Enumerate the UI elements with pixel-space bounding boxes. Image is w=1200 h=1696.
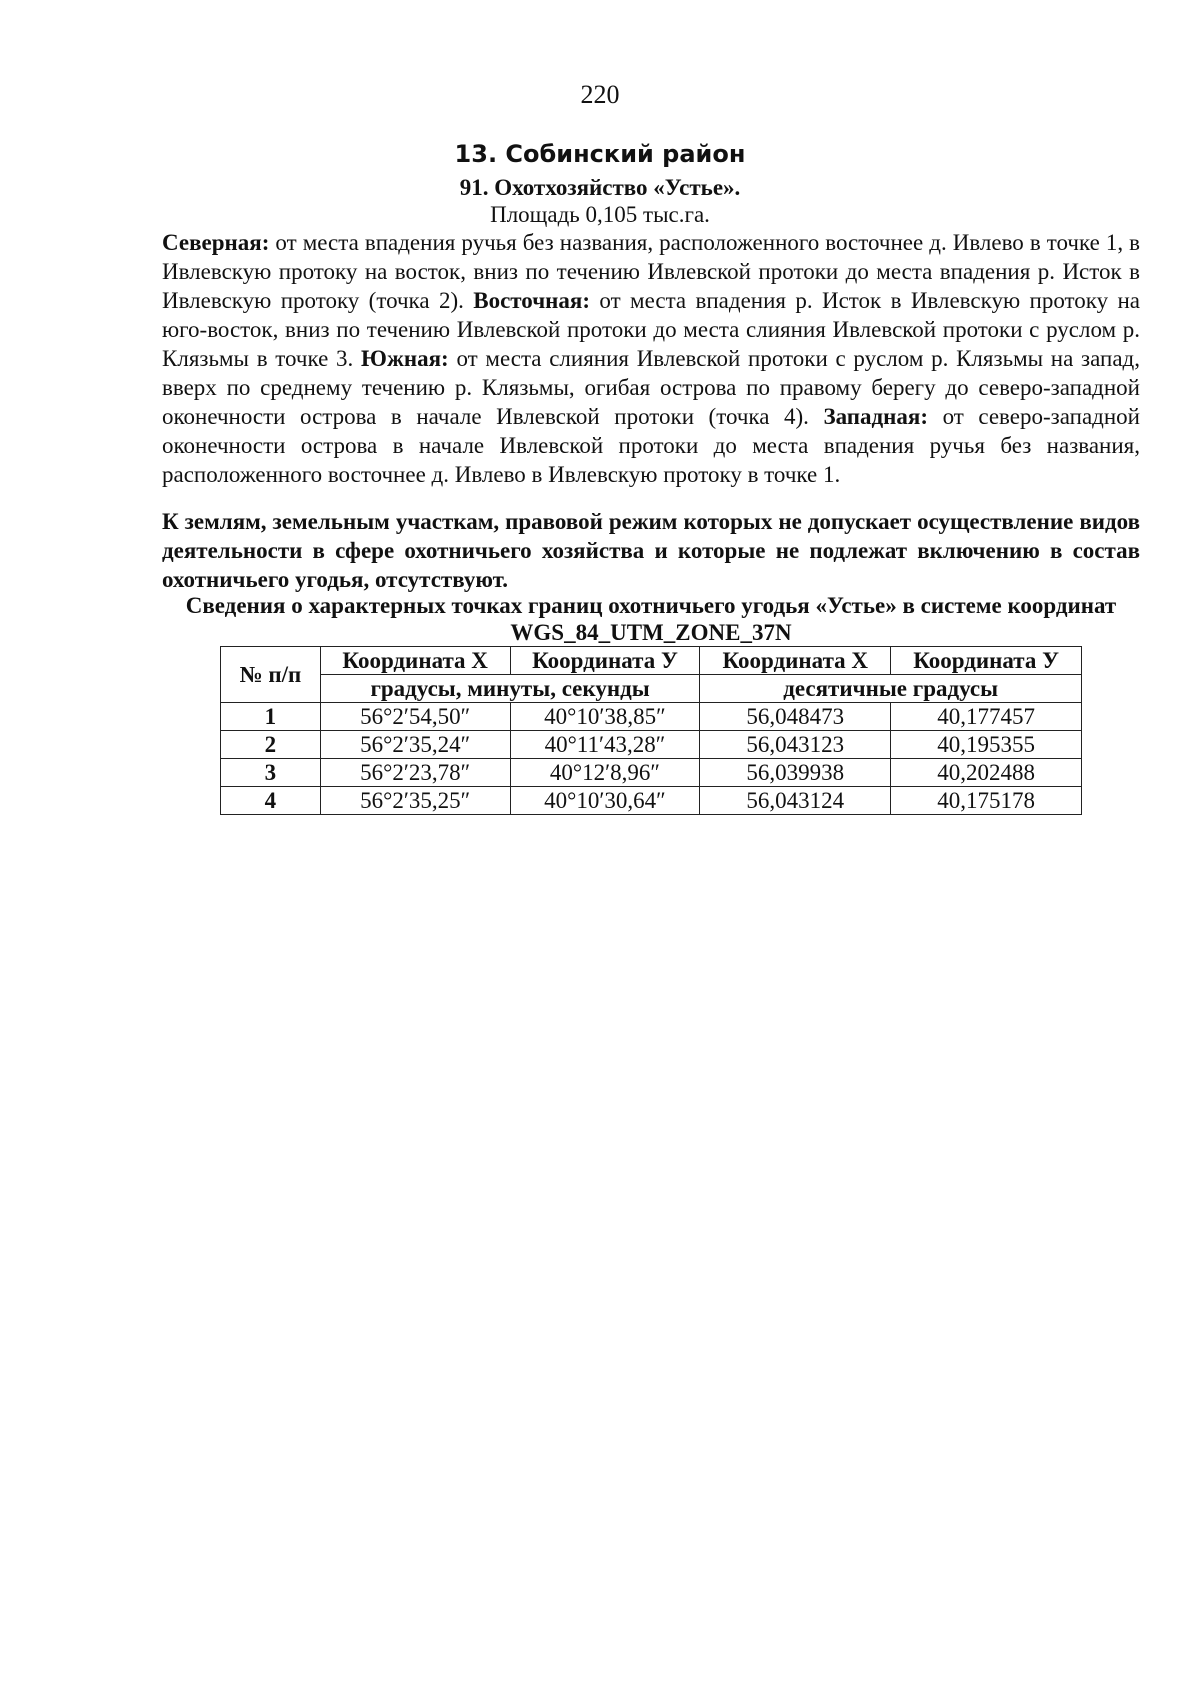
- subheader-decimal: десятичные градусы: [700, 675, 1082, 703]
- cell-x-dec: 56,043124: [700, 787, 891, 815]
- subheader-dms: градусы, минуты, секунды: [320, 675, 700, 703]
- table-subheader-row: [221, 675, 1082, 703]
- header-y-dms: Координата У: [510, 647, 700, 675]
- table-header-row: [221, 647, 1082, 675]
- table-row: [221, 731, 1082, 759]
- table-caption: Сведения о характерных точках границ охотничьего угодья «Устье» в системе координат WGS_84_UTM_ZONE_37N: [185, 593, 1117, 645]
- cell-y-dms: 40°11′43,28″: [510, 731, 700, 759]
- east-boundary-label: Восточная:: [473, 288, 591, 313]
- district-title: 13. Собинский район: [454, 140, 746, 168]
- south-boundary-text: от места слияния Ивлевской протоки с руслом р. Клязьмы на запад, вверх по среднему течению р. Клязьмы, огибая острова по правому берегу до северо-западной оконечности острова в начале Ивлевской протоки (точка 4).: [162, 346, 1140, 429]
- hunting-farm-title: 91. Охотхозяйство «Устье».: [459, 175, 741, 200]
- table-row: [221, 703, 1082, 731]
- header-point-number: № п/п: [221, 647, 321, 703]
- north-boundary-text: от места впадения ручья без названия, расположенного восточнее д. Ивлево в точке 1, в Ивлевскую протоку на восток, вниз по течению Ивлевской протоки до места впадения р. Исток в Ивлевскую протоку (точка 2).: [162, 230, 1140, 313]
- cell-y-dec: 40,195355: [891, 731, 1082, 759]
- cell-y-dec: 40,175178: [891, 787, 1082, 815]
- header-x-dms: Координата X: [320, 647, 510, 675]
- west-boundary-label: Западная:: [823, 404, 929, 429]
- table-row: [221, 787, 1082, 815]
- cell-y-dec: 40,202488: [891, 759, 1082, 787]
- header-y-dec: Координата У: [891, 647, 1082, 675]
- cell-y-dms: 40°10′38,85″: [510, 703, 700, 731]
- area-line: Площадь 0,105 тыс.га.: [490, 202, 710, 227]
- east-boundary-text: от места впадения р. Исток в Ивлевскую протоку на юго-восток, вниз по течению Ивлевской протоки до места слияния Ивлевской протоки с руслом р. Клязьмы в точке 3.: [162, 288, 1140, 371]
- coordinates-table: [220, 646, 1082, 815]
- restriction-statement: К землям, земельным участкам, правовой режим которых не допускает осуществление видов деятельности в сфере охотничьего хозяйства и которые не подлежат включению в состав охотничьего угодья, отсутствуют.: [162, 509, 1140, 592]
- cell-x-dec: 56,043123: [700, 731, 891, 759]
- cell-x-dec: 56,048473: [700, 703, 891, 731]
- cell-x-dms: 56°2′54,50″: [320, 703, 510, 731]
- boundary-description: [162, 228, 1140, 489]
- page-number: 220: [580, 80, 620, 109]
- cell-point-number: 3: [221, 759, 321, 787]
- cell-x-dms: 56°2′35,25″: [320, 787, 510, 815]
- cell-x-dec: 56,039938: [700, 759, 891, 787]
- cell-point-number: 2: [221, 731, 321, 759]
- cell-x-dms: 56°2′35,24″: [320, 731, 510, 759]
- cell-y-dms: 40°12′8,96″: [510, 759, 700, 787]
- north-boundary-label: Северная:: [162, 230, 270, 255]
- header-x-dec: Координата X: [700, 647, 891, 675]
- cell-y-dms: 40°10′30,64″: [510, 787, 700, 815]
- south-boundary-label: Южная:: [361, 346, 449, 371]
- cell-y-dec: 40,177457: [891, 703, 1082, 731]
- table-row: [221, 759, 1082, 787]
- cell-x-dms: 56°2′23,78″: [320, 759, 510, 787]
- west-boundary-text: от северо-западной оконечности острова в начале Ивлевской протоки до места впадения ручья без названия, расположенного восточнее д. Ивлево в Ивлевскую протоку в точке 1.: [162, 404, 1140, 487]
- cell-point-number: 4: [221, 787, 321, 815]
- cell-point-number: 1: [221, 703, 321, 731]
